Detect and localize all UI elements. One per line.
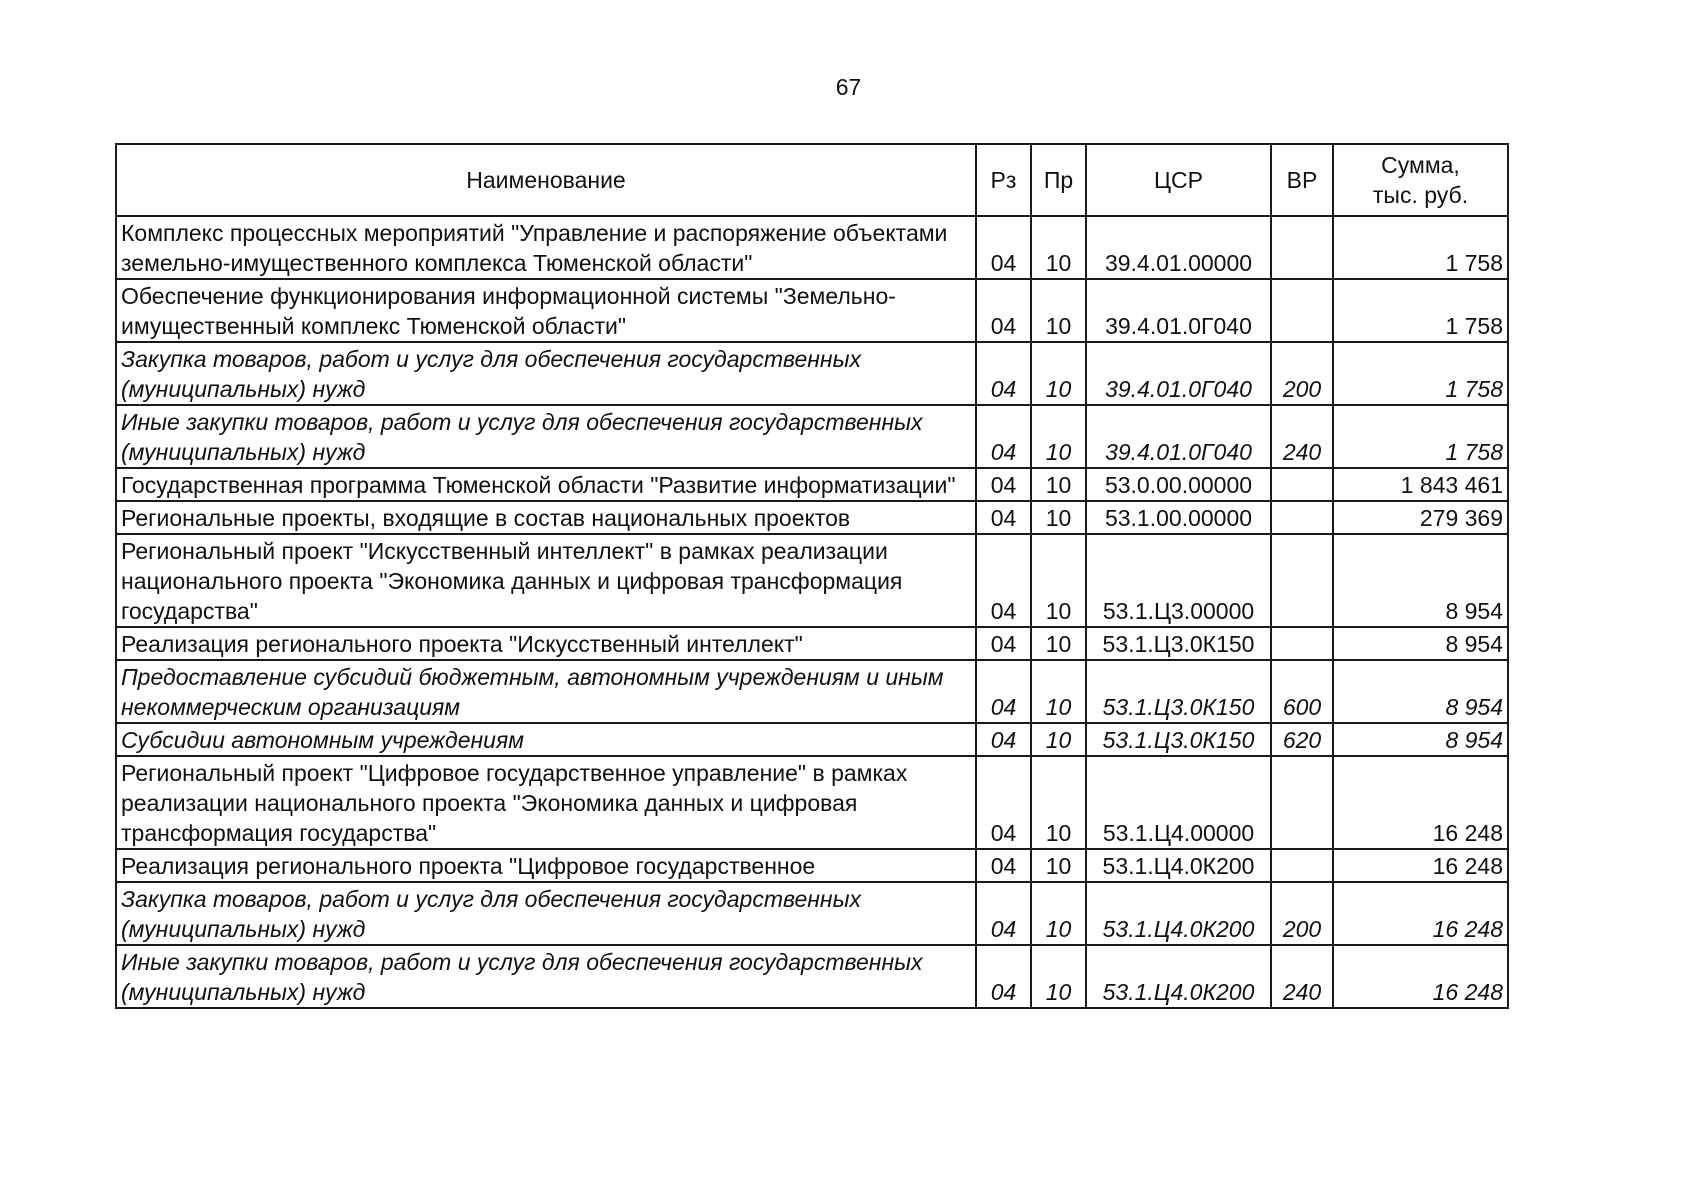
cell-vr: 240 (1271, 945, 1333, 1008)
table-row (116, 945, 1508, 1008)
cell-csr: 39.4.01.0Г040 (1086, 342, 1271, 405)
cell-csr: 53.1.Ц4.0К200 (1086, 882, 1271, 945)
cell-name: Реализация регионального проекта "Искусственный интеллект" (116, 627, 976, 660)
cell-sum: 1 758 (1333, 216, 1508, 279)
cell-vr (1271, 501, 1333, 534)
header-sum-line1: Сумма, (1381, 152, 1460, 178)
cell-pr: 10 (1031, 849, 1086, 882)
table-row (116, 501, 1508, 534)
cell-csr: 53.1.Ц4.0К200 (1086, 945, 1271, 1008)
header-pr: Пр (1031, 144, 1086, 216)
cell-rz: 04 (976, 627, 1031, 660)
cell-vr (1271, 756, 1333, 849)
table-row (116, 279, 1508, 342)
cell-sum: 8 954 (1333, 723, 1508, 756)
cell-sum: 1 843 461 (1333, 468, 1508, 501)
cell-rz: 04 (976, 468, 1031, 501)
cell-csr: 39.4.01.0Г040 (1086, 279, 1271, 342)
cell-vr: 200 (1271, 342, 1333, 405)
cell-vr: 200 (1271, 882, 1333, 945)
header-rz: Рз (976, 144, 1031, 216)
cell-name: Предоставление субсидий бюджетным, автономным учреждениям и иным некоммерческим организациям (116, 660, 976, 723)
header-vr: ВР (1271, 144, 1333, 216)
page-number: 67 (835, 74, 862, 100)
cell-sum: 1 758 (1333, 342, 1508, 405)
cell-pr: 10 (1031, 342, 1086, 405)
cell-rz: 04 (976, 216, 1031, 279)
table-row (116, 660, 1508, 723)
cell-vr (1271, 279, 1333, 342)
cell-csr: 53.1.Ц4.00000 (1086, 756, 1271, 849)
cell-name: Реализация регионального проекта "Цифровое государственное (116, 849, 976, 882)
table-row (116, 627, 1508, 660)
cell-pr: 10 (1031, 723, 1086, 756)
cell-sum: 1 758 (1333, 405, 1508, 468)
table-row (116, 216, 1508, 279)
header-name: Наименование (116, 144, 976, 216)
cell-name: Иные закупки товаров, работ и услуг для обеспечения государственных (муниципальных) нужд (116, 405, 976, 468)
cell-csr: 53.0.00.00000 (1086, 468, 1271, 501)
cell-sum: 279 369 (1333, 501, 1508, 534)
cell-rz: 04 (976, 723, 1031, 756)
table-row (116, 342, 1508, 405)
table-row (116, 882, 1508, 945)
cell-csr: 53.1.Ц3.0К150 (1086, 723, 1271, 756)
cell-rz: 04 (976, 342, 1031, 405)
table-row (116, 468, 1508, 501)
cell-vr (1271, 216, 1333, 279)
cell-csr: 53.1.00.00000 (1086, 501, 1271, 534)
cell-name: Комплекс процессных мероприятий "Управление и распоряжение объектами земельно-имущественного комплекса Тюменской области" (116, 216, 976, 279)
table-body (116, 216, 1508, 1008)
cell-rz: 04 (976, 945, 1031, 1008)
table-row (116, 756, 1508, 849)
cell-name: Закупка товаров, работ и услуг для обеспечения государственных (муниципальных) нужд (116, 342, 976, 405)
cell-vr: 620 (1271, 723, 1333, 756)
cell-rz: 04 (976, 279, 1031, 342)
table-row (116, 723, 1508, 756)
cell-sum: 8 954 (1333, 660, 1508, 723)
header-row (116, 144, 1508, 216)
budget-table (115, 143, 1509, 1009)
cell-name: Региональные проекты, входящие в состав национальных проектов (116, 501, 976, 534)
cell-sum: 8 954 (1333, 627, 1508, 660)
cell-name: Субсидии автономным учреждениям (116, 723, 976, 756)
cell-pr: 10 (1031, 405, 1086, 468)
cell-csr: 39.4.01.00000 (1086, 216, 1271, 279)
cell-pr: 10 (1031, 627, 1086, 660)
cell-csr: 53.1.Ц3.0К150 (1086, 627, 1271, 660)
cell-rz: 04 (976, 849, 1031, 882)
table-header (116, 144, 1508, 216)
cell-pr: 10 (1031, 468, 1086, 501)
cell-vr (1271, 849, 1333, 882)
cell-pr: 10 (1031, 501, 1086, 534)
cell-vr: 240 (1271, 405, 1333, 468)
cell-pr: 10 (1031, 756, 1086, 849)
cell-sum: 16 248 (1333, 882, 1508, 945)
cell-pr: 10 (1031, 279, 1086, 342)
cell-name: Иные закупки товаров, работ и услуг для обеспечения государственных (муниципальных) нужд (116, 945, 976, 1008)
header-csr: ЦСР (1086, 144, 1271, 216)
cell-vr (1271, 468, 1333, 501)
cell-vr: 600 (1271, 660, 1333, 723)
table-row (116, 534, 1508, 627)
cell-name: Региональный проект "Искусственный интеллект" в рамках реализации национального проекта "Экономика данных и цифровая трансформация государства" (116, 534, 976, 627)
cell-csr: 53.1.Ц4.0К200 (1086, 849, 1271, 882)
cell-csr: 53.1.Ц3.00000 (1086, 534, 1271, 627)
cell-pr: 10 (1031, 216, 1086, 279)
cell-rz: 04 (976, 882, 1031, 945)
cell-rz: 04 (976, 405, 1031, 468)
cell-vr (1271, 627, 1333, 660)
cell-pr: 10 (1031, 534, 1086, 627)
cell-csr: 39.4.01.0Г040 (1086, 405, 1271, 468)
cell-pr: 10 (1031, 945, 1086, 1008)
table-row (116, 849, 1508, 882)
cell-name: Государственная программа Тюменской области "Развитие информатизации" (116, 468, 976, 501)
cell-sum: 16 248 (1333, 849, 1508, 882)
header-sum-line2: тыс. руб. (1372, 182, 1469, 208)
cell-name: Обеспечение функционирования информационной системы "Земельно-имущественный комплекс Тюменской области" (116, 279, 976, 342)
cell-csr: 53.1.Ц3.0К150 (1086, 660, 1271, 723)
header-sum (1333, 144, 1508, 216)
cell-vr (1271, 534, 1333, 627)
cell-pr: 10 (1031, 660, 1086, 723)
cell-sum: 1 758 (1333, 279, 1508, 342)
cell-rz: 04 (976, 534, 1031, 627)
cell-rz: 04 (976, 660, 1031, 723)
cell-rz: 04 (976, 756, 1031, 849)
cell-rz: 04 (976, 501, 1031, 534)
cell-sum: 8 954 (1333, 534, 1508, 627)
cell-name: Закупка товаров, работ и услуг для обеспечения государственных (муниципальных) нужд (116, 882, 976, 945)
cell-sum: 16 248 (1333, 756, 1508, 849)
table-row (116, 405, 1508, 468)
cell-sum: 16 248 (1333, 945, 1508, 1008)
cell-pr: 10 (1031, 882, 1086, 945)
cell-name: Региональный проект "Цифровое государственное управление" в рамках реализации национального проекта "Экономика данных и цифровая трансформация государства" (116, 756, 976, 849)
